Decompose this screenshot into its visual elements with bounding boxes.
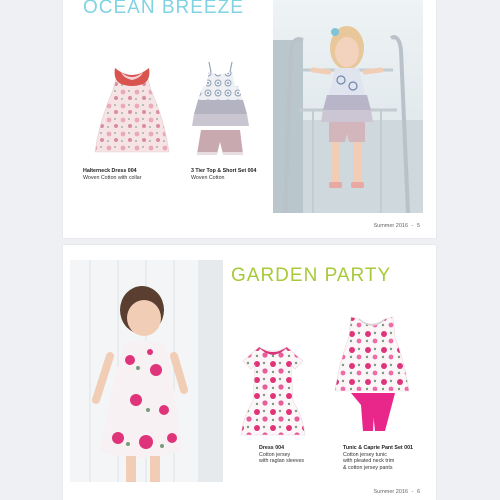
tier-top-short-set-image [183,58,258,158]
model-photo-girl-railing [273,0,423,213]
footer-season: Summer 2016 [373,489,409,495]
halterneck-dress-image [77,60,187,160]
product-caption-tunic-capri-set [343,445,413,471]
product-description: Woven Cotton with collar [83,174,142,181]
dress-raglan-image [237,343,309,438]
product-caption-tier-set [191,168,256,181]
footer-separator: - [411,223,414,229]
model-photo-toddler-wall [70,260,223,482]
tunic-capri-set-image [331,313,413,435]
footer-page-number: 5 [416,223,420,229]
section-title: GARDEN PARTY [231,265,392,286]
product-name: Tunic & Caprie Pant Set 001 [343,445,413,451]
product-name: Dress 004 [259,445,285,451]
product-description: Cotton jersey [259,451,291,458]
footer-season: Summer 2016 [373,223,409,229]
page-footer [371,489,420,495]
page-footer [371,223,420,229]
footer-page-number: 6 [416,489,420,495]
product-description: & cotton jersey pants [343,464,393,471]
product-caption-dress-004 [259,445,304,465]
product-caption-halterneck-dress [83,168,142,181]
product-description: Cotton jersey tunic [343,451,387,458]
catalog-page-ocean-breeze [63,0,436,238]
product-name: 3 Tier Top & Short Set 004 [191,168,257,174]
section-title: OCEAN BREEZE [83,0,244,18]
product-description: with pleated neck trim [343,458,395,465]
product-description: Woven Cotton [191,174,225,181]
product-description: with raglan sleeves [259,458,305,465]
product-name: Halterneck Dress 004 [83,168,137,174]
catalog-page-garden-party [63,245,436,500]
footer-separator: - [411,489,414,495]
